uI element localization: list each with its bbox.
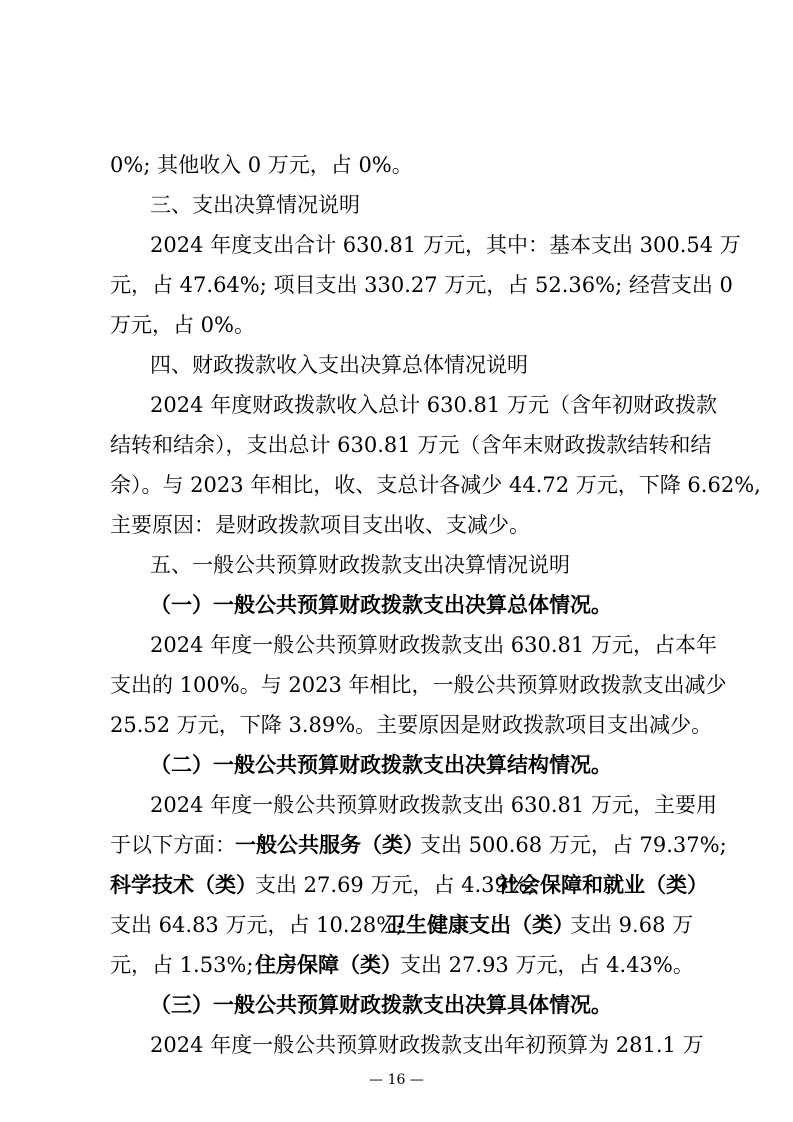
paragraph-line: 2024 年度支出合计 630.81 万元，其中：基本支出 300.54 万: [150, 233, 741, 257]
section-heading: 三、支出决算情况说明: [150, 193, 360, 217]
paragraph-line: 2024 年度财政拨款收入总计 630.81 万元（含年初财政拨款: [150, 393, 717, 417]
subsection-heading: （二）一般公共预算财政拨款支出决算结构情况。: [150, 753, 612, 777]
section-heading: 四、财政拨款收入支出决算总体情况说明: [150, 353, 528, 377]
paragraph-line: 2024 年度一般公共预算财政拨款支出 630.81 万元，占本年: [150, 633, 717, 657]
page-number: — 16 —: [369, 1072, 424, 1088]
paragraph-line: 元，占 47.64%; 项目支出 330.27 万元，占 52.36%; 经营支出 0: [110, 273, 733, 297]
paragraph-line: 支出的 100%。与 2023 年相比，一般公共预算财政拨款支出减少: [110, 673, 727, 697]
section-heading: 五、一般公共预算财政拨款支出决算情况说明: [150, 553, 570, 577]
paragraph-line: 万元，占 0%。: [110, 313, 255, 337]
paragraph-line: 主要原因：是财政拨款项目支出收、支减少。: [110, 513, 530, 537]
subsection-heading: （一）一般公共预算财政拨款支出决算总体情况。: [150, 593, 612, 617]
paragraph-line: 于以下方面： 一般公共服务（类） 支出 500.68 万元，占 79.37%;: [110, 833, 727, 857]
subsection-heading: （三）一般公共预算财政拨款支出决算具体情况。: [150, 993, 612, 1017]
paragraph-line: 支出 64.83 万元，占 10.28%; 卫生健康支出（类） 支出 9.68 万: [110, 913, 694, 937]
paragraph-line: 0%; 其他收入 0 万元，占 0%。: [110, 153, 413, 177]
paragraph-line: 元，占 1.53%; 住房保障（类） 支出 27.93 万元，占 4.43%。: [110, 953, 694, 977]
paragraph-line: 2024 年度一般公共预算财政拨款支出年初预算为 281.1 万: [150, 1033, 704, 1057]
paragraph-line: 结转和结余），支出总计 630.81 万元（含年末财政拨款结转和结: [110, 433, 712, 457]
paragraph-line: 余）。与 2023 年相比，收、支总计各减少 44.72 万元，下降 6.62%,: [110, 473, 761, 497]
paragraph-line: 科学技术（类） 支出 27.69 万元，占 4.39%; 社会保障和就业（类）: [110, 873, 708, 897]
paragraph-line: 25.52 万元，下降 3.89%。主要原因是财政拨款项目支出减少。: [110, 713, 713, 737]
paragraph-line: 2024 年度一般公共预算财政拨款支出 630.81 万元，主要用: [150, 793, 717, 817]
